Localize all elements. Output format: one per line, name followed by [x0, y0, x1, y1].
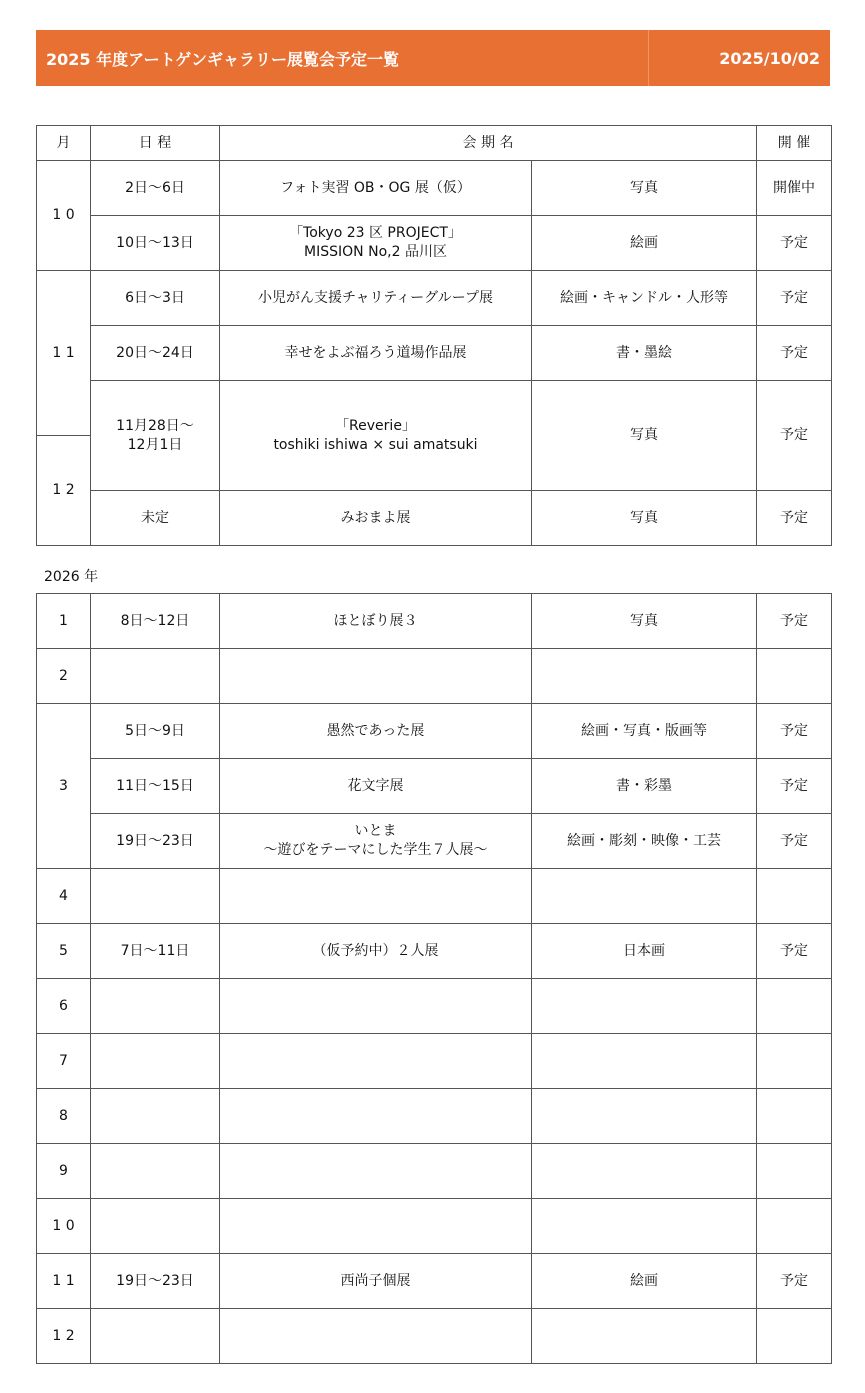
event-name-cell: 西尚子個展 [220, 1254, 532, 1309]
status-cell [757, 1309, 832, 1364]
table-row [37, 1034, 832, 1089]
month-cell: 2 [37, 649, 91, 704]
status-cell [757, 649, 832, 704]
header-banner [36, 30, 830, 86]
event-name-cell: みおまよ展 [220, 491, 532, 546]
event-name-line: いとま [354, 823, 397, 840]
table-row [37, 869, 832, 924]
genre-cell: 日本画 [532, 924, 757, 979]
event-name-cell [220, 1199, 532, 1254]
date-cell: 19日～23日 [91, 1254, 220, 1309]
genre-cell: 写真 [532, 594, 757, 649]
date-cell [91, 979, 220, 1034]
status-cell: 予定 [757, 271, 832, 326]
status-cell: 予定 [757, 491, 832, 546]
genre-cell [532, 1144, 757, 1199]
schedule-table-2026 [36, 593, 832, 1364]
event-name-cell [220, 1034, 532, 1089]
status-cell: 予定 [757, 704, 832, 759]
genre-cell: 絵画・写真・版画等 [532, 704, 757, 759]
genre-cell: 絵画・キャンドル・人形等 [532, 271, 757, 326]
date-cell: 19日～23日 [91, 814, 220, 869]
date-cell: 2日～6日 [91, 161, 220, 216]
event-name-cell [220, 1089, 532, 1144]
date-cell: 6日～3日 [91, 271, 220, 326]
event-name-cell: 花文字展 [220, 759, 532, 814]
date-cell: 20日～24日 [91, 326, 220, 381]
table-row [37, 759, 832, 814]
month-cell: 1 2 [37, 436, 91, 546]
header-date: 2025/10/02 [719, 48, 820, 68]
schedule-table-2025 [36, 125, 832, 546]
month-cell: 1 1 [37, 1254, 91, 1309]
status-cell [757, 1199, 832, 1254]
event-name-cell: 幸せをよぶ福ろう道場作品展 [220, 326, 532, 381]
date-cell [91, 1144, 220, 1199]
table-row [37, 704, 832, 759]
status-cell [757, 1034, 832, 1089]
event-name-cell [220, 649, 532, 704]
table-row [37, 924, 832, 979]
date-cell: 未定 [91, 491, 220, 546]
event-name-cell [220, 1309, 532, 1364]
status-cell: 開催中 [757, 161, 832, 216]
event-name-line: 「Tokyo 23 区 PROJECT」 [289, 225, 462, 242]
date-cell [91, 649, 220, 704]
genre-cell [532, 1309, 757, 1364]
table-row [37, 381, 832, 436]
genre-cell: 書・墨絵 [532, 326, 757, 381]
header-month: 月 [37, 126, 91, 161]
date-cell [91, 869, 220, 924]
table-row [37, 814, 832, 869]
header-event: 会 期 名 [220, 126, 757, 161]
event-name-line: MISSION No,2 品川区 [304, 244, 447, 260]
event-name-line: toshiki ishiwa × sui amatsuki [273, 436, 478, 453]
status-cell: 予定 [757, 759, 832, 814]
genre-cell: 書・彩墨 [532, 759, 757, 814]
table-row [37, 161, 832, 216]
genre-cell [532, 869, 757, 924]
event-name-cell [220, 216, 532, 271]
table-row [37, 1309, 832, 1364]
status-cell: 予定 [757, 326, 832, 381]
status-cell [757, 1144, 832, 1199]
genre-cell [532, 979, 757, 1034]
table-row [37, 271, 832, 326]
date-cell [91, 1309, 220, 1364]
date-cell [91, 1199, 220, 1254]
genre-cell [532, 1199, 757, 1254]
date-line: 11月28日～ [116, 417, 194, 434]
status-cell: 予定 [757, 924, 832, 979]
genre-cell: 絵画・彫刻・映像・工芸 [532, 814, 757, 869]
date-line: 12月1日 [127, 436, 183, 453]
month-cell: 1 2 [37, 1309, 91, 1364]
month-cell: 9 [37, 1144, 91, 1199]
month-cell: 8 [37, 1089, 91, 1144]
event-name-line: 「Reverie」 [335, 417, 416, 434]
month-cell: 4 [37, 869, 91, 924]
status-cell: 予定 [757, 594, 832, 649]
event-name-cell: （仮予約中）２人展 [220, 924, 532, 979]
genre-cell: 絵画 [532, 216, 757, 271]
status-cell [757, 979, 832, 1034]
table-row [37, 1089, 832, 1144]
event-name-cell: フォト実習 OB・OG 展（仮） [220, 161, 532, 216]
month-cell: 1 1 [37, 271, 91, 436]
month-cell: 1 0 [37, 1199, 91, 1254]
genre-cell: 写真 [532, 491, 757, 546]
table-row [37, 979, 832, 1034]
date-cell [91, 381, 220, 491]
date-cell [91, 1034, 220, 1089]
genre-cell: 写真 [532, 161, 757, 216]
status-cell: 予定 [757, 1254, 832, 1309]
event-name-line: ～遊びをテーマにした学生７人展～ [263, 842, 488, 858]
table-row [37, 1199, 832, 1254]
date-cell: 7日～11日 [91, 924, 220, 979]
date-cell: 10日～13日 [91, 216, 220, 271]
month-cell: 1 0 [37, 161, 91, 271]
status-cell: 予定 [757, 216, 832, 271]
table-row [37, 649, 832, 704]
table-header-row [37, 126, 832, 161]
status-cell: 予定 [757, 381, 832, 491]
event-name-cell: 愚然であった展 [220, 704, 532, 759]
date-cell: 5日～9日 [91, 704, 220, 759]
genre-cell: 写真 [532, 381, 757, 491]
event-name-cell [220, 381, 532, 491]
event-name-cell [220, 814, 532, 869]
table-row [37, 326, 832, 381]
event-name-cell: ほとぼり展３ [220, 594, 532, 649]
header-status: 開 催 [757, 126, 832, 161]
event-name-cell: 小児がん支援チャリティーグループ展 [220, 271, 532, 326]
genre-cell [532, 649, 757, 704]
table-row [37, 1254, 832, 1309]
date-cell: 8日～12日 [91, 594, 220, 649]
status-cell: 予定 [757, 814, 832, 869]
status-cell [757, 1089, 832, 1144]
header-schedule: 日 程 [91, 126, 220, 161]
status-cell [757, 869, 832, 924]
event-name-cell [220, 979, 532, 1034]
month-cell: 1 [37, 594, 91, 649]
month-cell: 3 [37, 704, 91, 869]
genre-cell: 絵画 [532, 1254, 757, 1309]
header-divider [648, 30, 649, 86]
month-cell: 7 [37, 1034, 91, 1089]
date-cell: 11日～15日 [91, 759, 220, 814]
genre-cell [532, 1034, 757, 1089]
page-title: 2025 年度アートゲンギャラリー展覧会予定一覧 [46, 49, 399, 69]
date-cell [91, 1089, 220, 1144]
table-row [37, 491, 832, 546]
month-cell: 5 [37, 924, 91, 979]
genre-cell [532, 1089, 757, 1144]
month-cell: 6 [37, 979, 91, 1034]
table-row [37, 216, 832, 271]
table-row [37, 1144, 832, 1199]
year-label: 2026 年 [44, 569, 99, 585]
event-name-cell [220, 869, 532, 924]
event-name-cell [220, 1144, 532, 1199]
table-row [37, 594, 832, 649]
